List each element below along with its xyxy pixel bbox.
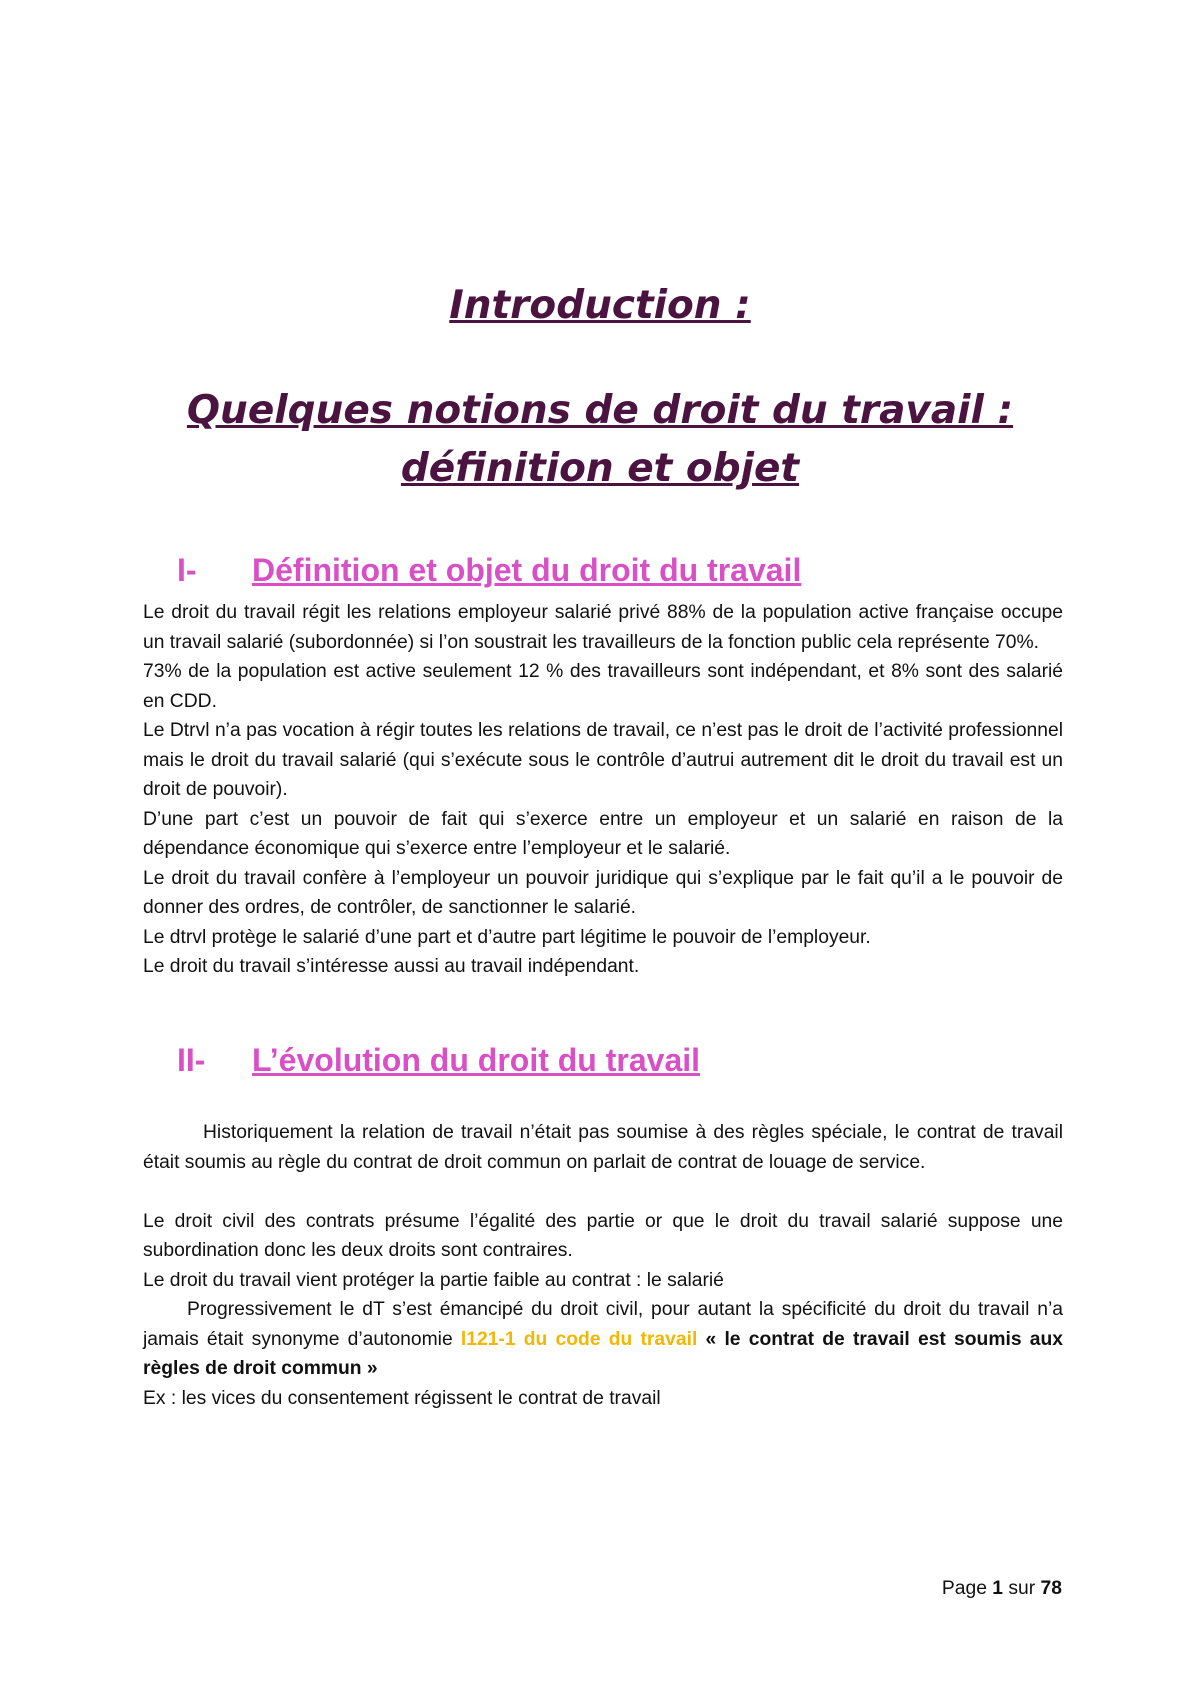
subtitle-line-1: Quelques notions de droit du travail :: [186, 388, 1014, 433]
section-1-body: [143, 598, 1063, 982]
paragraph-text: Progressivement le dT s’est émancipé du droit civil, pour autant la spécificité du droit du travail n’a jamais était synonyme d’autonomie: [143, 1299, 1063, 1350]
page-title: Introduction :: [449, 283, 751, 328]
section-2-body: [143, 1118, 1063, 1413]
paragraph: 73% de la population est active seulement 12 % des travailleurs sont indépendant, et 8% sont des salarié en CDD.: [143, 661, 1063, 712]
section-1-heading: [177, 550, 801, 590]
legal-quote: « le contrat de travail est soumis aux règles de droit commun »: [143, 1328, 1063, 1379]
paragraph: Le droit du travail confère à l’employeur un pouvoir juridique qui s’explique par le fait qu’il a le pouvoir de donner des ordres, de contrôler, de sanctionner le salarié.: [143, 867, 1063, 918]
subtitle-line-2: définition et objet: [400, 446, 800, 491]
section-1-title: Définition et objet du droit du travail: [252, 552, 802, 588]
legal-reference: l121-1 du code du travail: [460, 1328, 698, 1350]
page-current: 1: [992, 1578, 1004, 1599]
page-number: [900, 1576, 1062, 1602]
section-2-title: L’évolution du droit du travail: [252, 1042, 701, 1078]
section-2-heading: [177, 1040, 700, 1080]
paragraph: D’une part c’est un pouvoir de fait qui s’exerce entre un employeur et un salarié en raison de la dépendance économique qui s’exerce entre l’employeur et le salarié.: [143, 808, 1063, 859]
page-subtitle: [0, 382, 1200, 498]
paragraph: Le dtrvl protège le salarié d’une part et d’autre part légitime le pouvoir de l’employeur.: [143, 926, 871, 948]
paragraph: Ex : les vices du consentement régissent le contrat de travail: [143, 1387, 661, 1409]
paragraph: Le droit du travail s’intéresse aussi au travail indépendant.: [143, 956, 640, 977]
paragraph: Le Dtrvl n’a pas vocation à régir toutes les relations de travail, ce n’est pas le droit de l’activité professionnel mais le droit du travail salarié (qui s’exécute sous le contrôle d’autrui autrement dit le droit du travail est un droit de pouvoir).: [143, 720, 1063, 800]
page-total: 78: [1040, 1578, 1062, 1599]
paragraph: Le droit du travail régit les relations employeur salarié privé 88% de la population active française occupe un travail salarié (subordonnée) si l’on soustrait les travailleurs de la fonction public cela représente 70%.: [143, 602, 1063, 653]
page-label: Page: [941, 1578, 987, 1599]
page-of-label: sur: [1008, 1578, 1036, 1599]
paragraph: Historiquement la relation de travail n’était pas soumise à des règles spéciale, le contrat de travail était soumis au règle du contrat de droit commun on parlait de contrat de louage de service.: [143, 1122, 1063, 1173]
paragraph: Le droit du travail vient protéger la partie faible au contrat : le salarié: [143, 1269, 724, 1291]
paragraph: [143, 1295, 1063, 1384]
section-2-number: II-: [177, 1042, 206, 1078]
section-1-number: I-: [177, 552, 197, 588]
paragraph-gap: [143, 1177, 1063, 1207]
paragraph: Le droit civil des contrats présume l’égalité des partie or que le droit du travail salarié suppose une subordination donc les deux droits sont contraires.: [143, 1210, 1063, 1261]
